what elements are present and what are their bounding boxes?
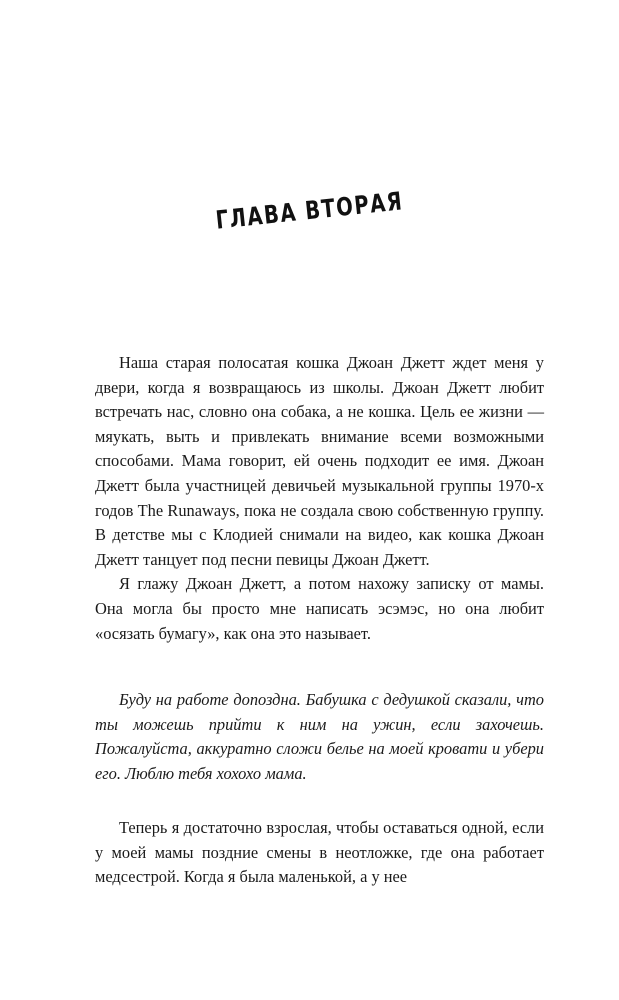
paragraph: Теперь я достаточно взрослая, чтобы оставаться одной, если у моей мамы поздние смены в неотложке, где она работает медсестрой. Когда я была маленькой, а у нее — [95, 818, 544, 887]
text-block-main — [95, 351, 544, 646]
chapter-title: ГЛАВА ВТОРАЯ — [214, 186, 405, 235]
paragraph: Я глажу Джоан Джетт, а потом нахожу записку от мамы. Она могла бы просто мне написать эсэмэс, но она любит «осязать бумагу», как она это называет. — [95, 574, 544, 643]
paragraph: Наша старая полосатая кошка Джоан Джетт ждет меня у двери, когда я возвращаюсь из школы. Джоан Джетт любит встречать нас, словно она собака, а не кошка. Цель ее жизни — мяукать, выть и привлекать внимание всеми возможными способами. Мама говорит, ей очень подходит ее имя. Джоан Джетт была участницей девичьей музыкальной группы 1970-х годов The Runaways, пока не создала свою собственную группу. В детстве мы с Клодией снимали на видео, как кошка Джоан Джетт танцует под песни певицы Джоан Джетт. — [95, 353, 544, 569]
text-block-note — [95, 688, 544, 786]
text-block-continuation — [95, 816, 544, 890]
mom-note: Буду на работе допоздна. Бабушка с дедушкой сказали, что ты можешь прийти к ним на ужин, если захочешь. Пожалуйста, аккуратно сложи белье на моей кровати и убери его. Люблю тебя хохохо мама. — [95, 690, 544, 783]
